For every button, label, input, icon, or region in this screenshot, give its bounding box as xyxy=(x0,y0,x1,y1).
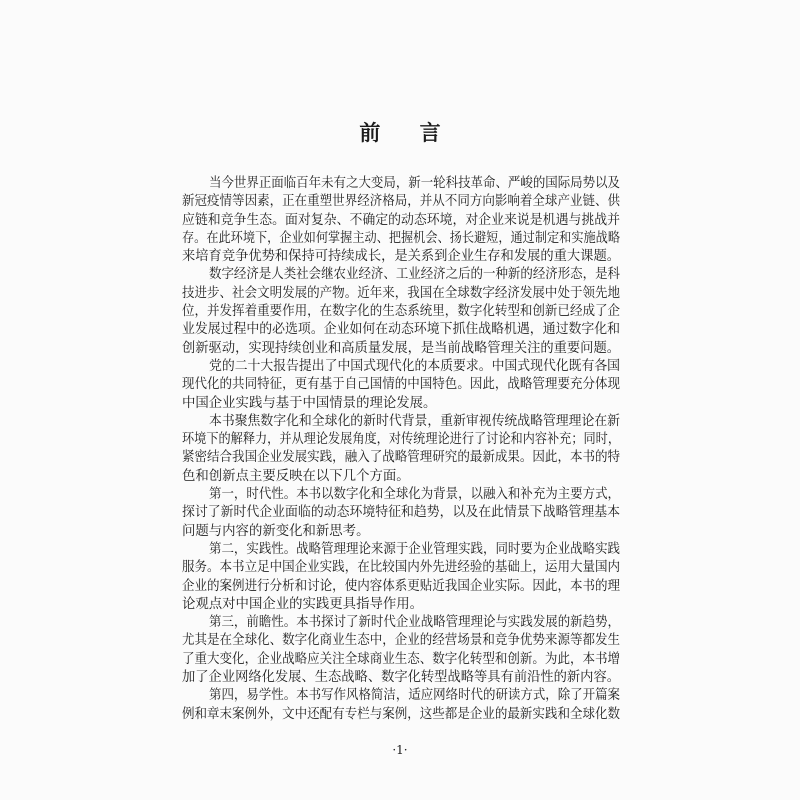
text-line-content: 创新驱动，实现持续创业和高质量发展，是当前战略管理关注的重要问题。 xyxy=(182,340,621,356)
text-line-content: 论观点对中国企业的实践更具指导作用。 xyxy=(182,596,424,612)
text-line-content: 服务。本书立足中国企业实践，在比较国内外先进经验的基础上，运用大量国内 xyxy=(182,560,621,576)
text-line-content: 党的二十大报告提出了中国式现代化的本质要求。中国式现代化既有各国 xyxy=(209,358,621,374)
text-line-content: 探讨了新时代企业面临的动态环境特征和趋势，以及在此情景下战略管理基本 xyxy=(182,505,620,521)
text-line xyxy=(182,230,620,248)
text-line xyxy=(182,596,620,614)
text-line xyxy=(182,340,620,358)
page-title: 前 言 xyxy=(359,120,457,145)
text-line xyxy=(182,376,620,394)
text-line-content: 来培育竞争优势和保持可持续成长，是关系到企业生存和发展的重大课题。 xyxy=(182,249,621,265)
text-line-content: 企业的案例进行分析和讨论，使内容体系更贴近我国企业实际。因此，本书的理 xyxy=(182,578,621,594)
text-line-content: 业发展过程中的必选项。企业如何在动态环境下抓住战略机遇，通过数字化和 xyxy=(182,322,620,338)
text-line xyxy=(182,413,620,431)
text-line-content: 应链和竞争生态。面对复杂、不确定的动态环境，对企业来说是机遇与挑战并 xyxy=(182,212,620,228)
text-line xyxy=(182,614,620,632)
preface-body xyxy=(182,175,620,724)
text-line xyxy=(182,523,620,541)
text-line-content: 技进步、社会文明发展的产物。近年来，我国在全球数字经济发展中处于领先地 xyxy=(182,285,621,301)
text-line-content: 加了企业网络化发展、生态战略、数字化转型战略等具有前沿性的新内容。 xyxy=(182,670,621,686)
text-line xyxy=(182,632,620,650)
page-number: ·1· xyxy=(392,743,408,757)
text-line xyxy=(182,212,620,230)
text-line xyxy=(182,504,620,522)
text-line xyxy=(182,303,620,321)
text-line-content: 新冠疫情等因素，正在重塑世界经济格局，并从不同方向影响着全球产业链、供 xyxy=(182,194,621,210)
text-line-content: 本书聚焦数字化和全球化的新时代背景，重新审视传统战略管理理论在新 xyxy=(209,413,621,429)
text-line xyxy=(182,486,620,504)
text-line-content: 色和创新点主要反映在以下几个方面。 xyxy=(182,468,410,484)
text-line-content: 紧密结合我国企业发展实践，融入了战略管理研究的最新成果。因此，本书的特 xyxy=(182,450,621,466)
text-line-content: 例和章末案例外，文中还配有专栏与案例，这些都是企业的最新实践和全球化数 xyxy=(182,706,621,722)
text-line-content: 第二，实践性。战略管理理论来源于企业管理实践，同时要为企业战略实践 xyxy=(209,541,621,557)
text-line-content: 了重大变化，企业战略应关注全球商业生态、数字化转型和创新。为此，本书增 xyxy=(182,651,621,667)
text-line xyxy=(182,395,620,413)
text-line xyxy=(182,358,620,376)
text-line-content: 位，并发挥着重要作用，在数字化的生态系统里，数字化转型和创新已经成了企 xyxy=(182,304,621,320)
text-line xyxy=(182,193,620,211)
text-line xyxy=(182,559,620,577)
text-line xyxy=(182,266,620,284)
text-line xyxy=(182,248,620,266)
text-line-content: 当今世界正面临百年未有之大变局，新一轮科技革命、严峻的国际局势以及 xyxy=(209,176,621,191)
text-line-content: 问题与内容的新变化和新思考。 xyxy=(182,523,370,539)
text-line xyxy=(182,431,620,449)
text-line xyxy=(182,706,620,724)
text-line-content: 第一，时代性。本书以数字化和全球化为背景，以融入和补充为主要方式， xyxy=(209,487,621,503)
text-line xyxy=(182,449,620,467)
text-line-content: 存。在此环境下，企业如何掌握主动、把握机会、扬长避短，通过制定和实施战略 xyxy=(182,230,621,246)
text-line-content: 第四，易学性。本书写作风格简洁，适应网络时代的研读方式，除了开篇案 xyxy=(209,688,621,704)
text-line-content: 中国企业实践与基于中国情景的理论发展。 xyxy=(182,395,437,411)
text-line xyxy=(182,541,620,559)
text-line xyxy=(182,175,620,193)
text-line xyxy=(182,669,620,687)
text-line-content: 第三，前瞻性。本书探讨了新时代企业战略管理理论与实践发展的新趋势， xyxy=(209,615,621,631)
text-line xyxy=(182,468,620,486)
text-line-content: 尤其是在全球化、数字化商业生态中，企业的经营场景和竞争优势来源等都发生 xyxy=(182,633,621,649)
text-line xyxy=(182,285,620,303)
text-line-content: 环境下的解释力，并从理论发展角度，对传统理论进行了讨论和内容补充；同时， xyxy=(182,432,621,448)
text-line xyxy=(182,687,620,705)
text-line xyxy=(182,321,620,339)
text-line-content: 现代化的共同特征，更有基于自己国情的中国特色。因此，战略管理要充分体现 xyxy=(182,377,621,393)
text-line xyxy=(182,578,620,596)
text-line-content: 数字经济是人类社会继农业经济、工业经济之后的一种新的经济形态，是科 xyxy=(209,267,621,283)
text-line xyxy=(182,651,620,669)
